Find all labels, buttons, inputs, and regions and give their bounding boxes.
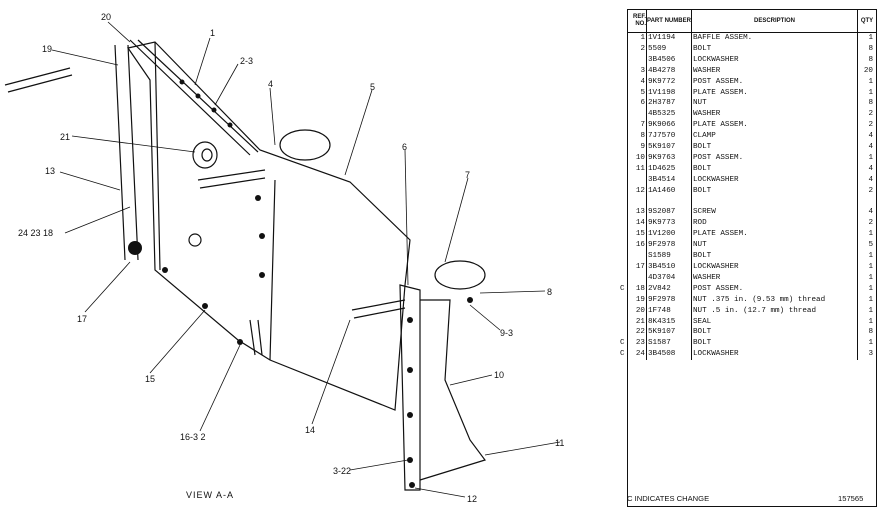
callout-12: 12 bbox=[467, 494, 478, 504]
part-number-cell: 1D4625 bbox=[647, 164, 692, 175]
table-row bbox=[628, 142, 876, 153]
table-row bbox=[628, 88, 876, 99]
qty-cell: 8 bbox=[868, 328, 873, 337]
top-plate-right bbox=[435, 261, 485, 289]
part-number-cell: 9K9763 bbox=[647, 153, 692, 164]
ref-cell: 4 bbox=[628, 77, 647, 88]
change-legend: C INDICATES CHANGE bbox=[627, 494, 710, 503]
callout-1: 1 bbox=[210, 28, 216, 38]
description-cell: PLATE ASSEM. bbox=[692, 120, 858, 131]
qty-cell: 1 bbox=[868, 317, 873, 326]
table-row bbox=[628, 164, 876, 175]
part-number-cell: S1587 bbox=[647, 338, 692, 349]
ref-cell bbox=[628, 175, 647, 186]
ref-cell: 22 bbox=[628, 327, 647, 338]
description-cell: BOLT bbox=[692, 44, 858, 55]
table-row bbox=[628, 273, 876, 284]
table-row bbox=[628, 77, 876, 88]
callout-3-22: 3-22 bbox=[333, 466, 352, 476]
qty-cell: 1 bbox=[868, 88, 873, 97]
part-number-cell: 8K4315 bbox=[647, 317, 692, 328]
callout-9-3: 9-3 bbox=[500, 328, 514, 338]
description-cell: CLAMP bbox=[692, 131, 858, 142]
part-number-cell: 3B4508 bbox=[647, 349, 692, 360]
description-cell: BOLT bbox=[692, 327, 858, 338]
rod-lower bbox=[352, 300, 405, 318]
callout-6: 6 bbox=[402, 142, 408, 152]
table-row bbox=[628, 44, 876, 55]
description-cell: SCREW bbox=[692, 207, 858, 218]
ref-cell: 10 bbox=[628, 153, 647, 164]
parts-table bbox=[620, 10, 876, 360]
callout-14: 14 bbox=[305, 425, 316, 435]
callout-7: 7 bbox=[465, 170, 471, 180]
qty-cell: 8 bbox=[868, 55, 873, 64]
ref-cell: 7 bbox=[628, 120, 647, 131]
ref-cell: 18 C bbox=[620, 284, 645, 293]
part-number-cell: 2V842 bbox=[647, 284, 692, 295]
baffle-edge bbox=[155, 42, 275, 360]
qty-cell: 1 bbox=[868, 284, 873, 293]
description-cell: POST ASSEM. bbox=[692, 153, 858, 164]
table-row bbox=[628, 131, 876, 142]
qty-cell: 4 bbox=[868, 208, 873, 217]
description-cell: LOCKWASHER bbox=[692, 262, 858, 273]
part-number-cell: 1V1198 bbox=[647, 88, 692, 99]
table-row bbox=[628, 98, 876, 109]
ref-cell: 23 C bbox=[620, 339, 645, 348]
qty-cell: 5 bbox=[868, 241, 873, 250]
part-number-cell: 1F748 bbox=[647, 306, 692, 317]
part-number-cell: 3B4514 bbox=[647, 175, 692, 186]
callout-20: 20 bbox=[101, 12, 112, 22]
description-cell: PLATE ASSEM. bbox=[692, 229, 858, 240]
header-description: DESCRIPTION bbox=[692, 10, 858, 33]
ref-cell: 24 C bbox=[620, 350, 645, 359]
change-mark: C bbox=[620, 350, 625, 359]
qty-cell: 8 bbox=[868, 99, 873, 108]
table-row bbox=[628, 33, 876, 44]
ref-cell bbox=[628, 55, 647, 66]
callout-13: 13 bbox=[45, 166, 56, 176]
callout-8: 8 bbox=[547, 287, 553, 297]
callout-15: 15 bbox=[145, 374, 156, 384]
header-part-number: PART NUMBER bbox=[647, 10, 692, 33]
ref-cell: 17 bbox=[628, 262, 647, 273]
part-number-cell: 5K9107 bbox=[647, 142, 692, 153]
table-row bbox=[628, 306, 876, 317]
table-row bbox=[628, 218, 876, 229]
header-ref: REF. NO. bbox=[628, 10, 647, 33]
seal bbox=[193, 142, 217, 168]
top-plate-left bbox=[280, 130, 330, 160]
ref-cell: 21 bbox=[628, 317, 647, 328]
table-row bbox=[628, 120, 876, 131]
qty-cell: 4 bbox=[868, 143, 873, 152]
table-row bbox=[628, 55, 876, 66]
qty-cell: 4 bbox=[868, 175, 873, 184]
table-row bbox=[628, 251, 876, 262]
callout-4: 4 bbox=[268, 79, 274, 89]
ref-cell bbox=[628, 197, 647, 208]
table-row bbox=[628, 207, 876, 218]
description-cell: NUT .375 in. (9.53 mm) thread bbox=[692, 295, 858, 306]
description-cell: BOLT bbox=[692, 251, 858, 262]
qty-cell: 1 bbox=[868, 339, 873, 348]
description-cell: LOCKWASHER bbox=[692, 349, 858, 360]
ref-cell bbox=[628, 109, 647, 120]
qty-cell: 3 bbox=[868, 350, 873, 359]
part-number-cell: 1V1200 bbox=[647, 229, 692, 240]
part-number-cell: 3B4506 bbox=[647, 55, 692, 66]
ref-cell bbox=[628, 273, 647, 284]
qty-cell: 2 bbox=[868, 186, 873, 195]
change-mark: C bbox=[620, 284, 625, 293]
ref-cell: 1 bbox=[628, 33, 647, 44]
callout-10: 10 bbox=[494, 370, 505, 380]
ref-cell: 11 bbox=[628, 164, 647, 175]
description-cell: PLATE ASSEM. bbox=[692, 88, 858, 99]
part-number-cell: 7J7570 bbox=[647, 131, 692, 142]
qty-cell: 1 bbox=[868, 306, 873, 315]
part-number-cell: 5K9107 bbox=[647, 327, 692, 338]
callout-21: 21 bbox=[60, 132, 71, 142]
table-row bbox=[628, 197, 876, 208]
qty-cell: 1 bbox=[868, 295, 873, 304]
ref-cell bbox=[628, 251, 647, 262]
callout-17: 17 bbox=[77, 314, 88, 324]
parts-table-header bbox=[628, 10, 876, 33]
description-cell: NUT bbox=[692, 98, 858, 109]
part-number-cell: 4D3704 bbox=[647, 273, 692, 284]
qty-cell: 20 bbox=[863, 66, 873, 75]
description-cell: NUT bbox=[692, 240, 858, 251]
qty-cell: 1 bbox=[868, 153, 873, 162]
qty-cell: 1 bbox=[868, 252, 873, 261]
description-cell bbox=[692, 197, 858, 208]
callout-24-23-18: 24 23 18 bbox=[18, 228, 54, 238]
description-cell: ROD bbox=[692, 218, 858, 229]
description-cell: BOLT bbox=[692, 142, 858, 153]
part-number-cell: S1589 bbox=[647, 251, 692, 262]
ref-cell: 2 bbox=[628, 44, 647, 55]
qty-cell: 1 bbox=[868, 273, 873, 282]
table-row bbox=[628, 262, 876, 273]
description-cell: POST ASSEM. bbox=[692, 77, 858, 88]
parts-list bbox=[620, 9, 877, 507]
change-mark: C bbox=[620, 339, 625, 348]
ref-cell: 8 bbox=[628, 131, 647, 142]
qty-cell: 4 bbox=[868, 132, 873, 141]
parts-table-body bbox=[620, 33, 876, 361]
ref-cell: 9 bbox=[628, 142, 647, 153]
table-row bbox=[628, 338, 876, 349]
table-row bbox=[628, 109, 876, 120]
part-number-cell: 9F2978 bbox=[647, 295, 692, 306]
description-cell: WASHER bbox=[692, 109, 858, 120]
qty-cell: 2 bbox=[868, 110, 873, 119]
callout-19: 19 bbox=[42, 44, 53, 54]
description-cell: WASHER bbox=[692, 273, 858, 284]
qty-cell: 1 bbox=[868, 34, 873, 42]
description-cell: LOCKWASHER bbox=[692, 175, 858, 186]
description-cell: SEAL bbox=[692, 317, 858, 328]
part-number-cell: 5509 bbox=[647, 44, 692, 55]
description-cell: BOLT bbox=[692, 338, 858, 349]
table-row bbox=[628, 175, 876, 186]
table-row bbox=[628, 153, 876, 164]
qty-cell bbox=[858, 197, 877, 208]
part-number-cell: 2H3787 bbox=[647, 98, 692, 109]
ref-cell: 12 bbox=[628, 186, 647, 197]
part-number-cell: 4B5325 bbox=[647, 109, 692, 120]
qty-cell: 2 bbox=[868, 121, 873, 130]
description-cell: POST ASSEM. bbox=[692, 284, 858, 295]
ref-cell: 14 bbox=[628, 218, 647, 229]
part-number-cell: 9S2087 bbox=[647, 207, 692, 218]
table-row bbox=[628, 349, 876, 360]
table-row bbox=[628, 317, 876, 328]
part-number-cell: 9K9773 bbox=[647, 218, 692, 229]
ref-cell: 6 bbox=[628, 98, 647, 109]
description-cell: LOCKWASHER bbox=[692, 55, 858, 66]
baffle-plate-outline bbox=[128, 42, 410, 410]
callout-16-3-2: 16-3 2 bbox=[180, 432, 206, 442]
table-row bbox=[628, 284, 876, 295]
left-post bbox=[115, 45, 138, 260]
rod-left bbox=[5, 68, 72, 92]
table-row bbox=[628, 327, 876, 338]
description-cell: WASHER bbox=[692, 66, 858, 77]
qty-cell: 8 bbox=[868, 44, 873, 53]
top-rail bbox=[130, 40, 258, 155]
description-cell: BOLT bbox=[692, 164, 858, 175]
ref-cell: 15 bbox=[628, 229, 647, 240]
part-number-cell: 9F2978 bbox=[647, 240, 692, 251]
description-cell: BOLT bbox=[692, 186, 858, 197]
header-qty: QTY bbox=[858, 10, 877, 33]
rod-upper bbox=[198, 170, 265, 188]
qty-cell: 1 bbox=[868, 263, 873, 272]
view-label: VIEW A-A bbox=[186, 490, 235, 500]
ref-cell: 3 bbox=[628, 66, 647, 77]
qty-cell: 1 bbox=[868, 77, 873, 86]
description-cell: NUT .5 in. (12.7 mm) thread bbox=[692, 306, 858, 317]
right-post-body bbox=[420, 300, 485, 480]
ref-cell: 20 bbox=[628, 306, 647, 317]
qty-cell: 4 bbox=[868, 164, 873, 173]
part-number-cell: 4B4278 bbox=[647, 66, 692, 77]
part-number-cell: 9K9772 bbox=[647, 77, 692, 88]
table-row bbox=[628, 66, 876, 77]
figure-code: 157565 bbox=[838, 494, 864, 503]
description-cell: BAFFLE ASSEM. bbox=[692, 33, 858, 44]
ref-cell: 13 bbox=[628, 207, 647, 218]
ref-cell: 5 bbox=[628, 88, 647, 99]
part-number-cell: 9K9066 bbox=[647, 120, 692, 131]
qty-cell: 1 bbox=[868, 230, 873, 239]
ref-cell: 19 bbox=[628, 295, 647, 306]
ref-cell: 16 bbox=[628, 240, 647, 251]
part-number-cell bbox=[647, 197, 692, 208]
callout-5: 5 bbox=[370, 82, 376, 92]
table-row bbox=[628, 186, 876, 197]
callout-11: 11 bbox=[555, 438, 565, 448]
qty-cell: 2 bbox=[868, 219, 873, 228]
table-row bbox=[628, 295, 876, 306]
part-number-cell: 1V1194 bbox=[647, 33, 692, 44]
part-number-cell: 3B4510 bbox=[647, 262, 692, 273]
part-number-cell: 1A1460 bbox=[647, 186, 692, 197]
callout-2-3: 2-3 bbox=[240, 56, 254, 66]
table-row bbox=[628, 240, 876, 251]
table-row bbox=[628, 229, 876, 240]
